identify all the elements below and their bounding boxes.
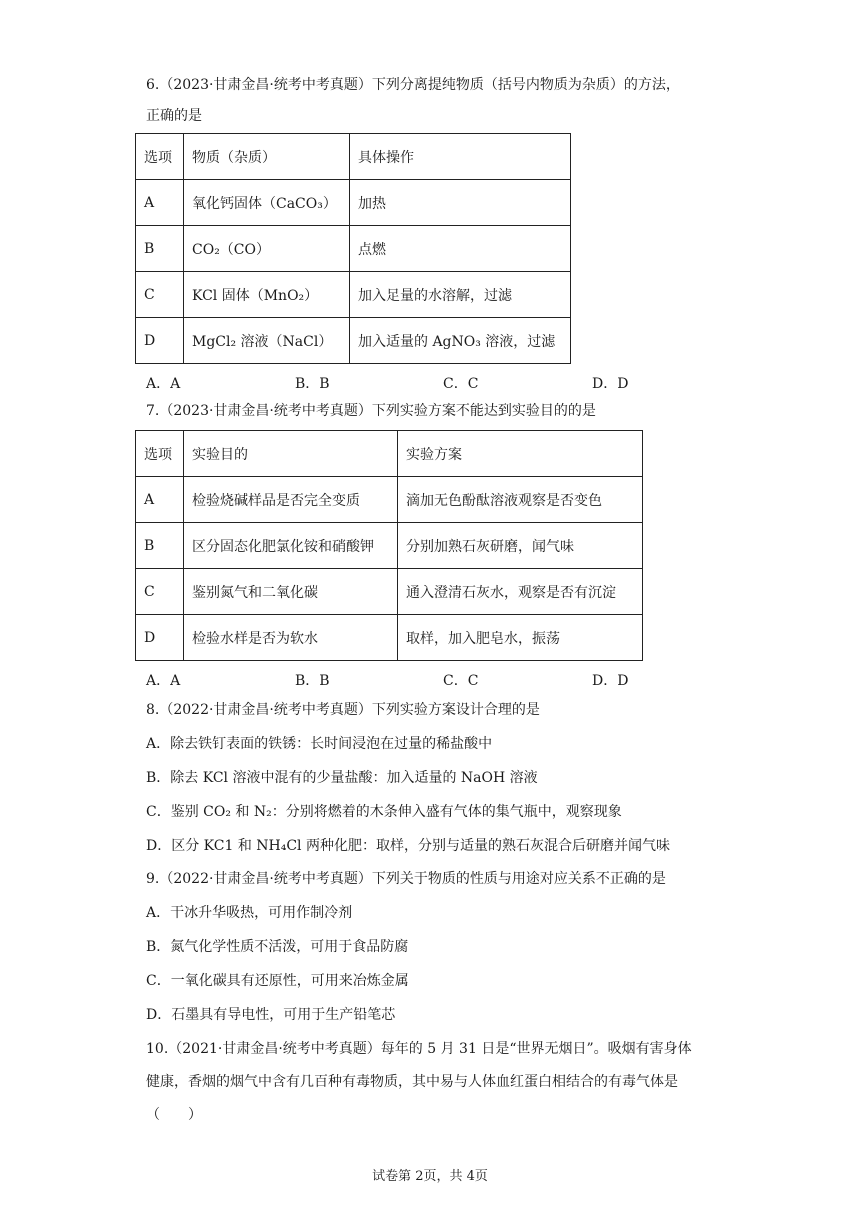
table-cell: A [136,180,184,226]
choice-c[interactable]: C．C [443,673,479,689]
table-row [136,477,643,523]
q6-stem-line1: 6.（2023·甘肃金昌·统考中考真题）下列分离提纯物质（括号内物质为杂质）的方法， [146,77,680,93]
table-cell: B [136,226,184,272]
choice-b[interactable]: B．B [295,673,330,689]
table-header: 选项 [136,134,184,180]
table-cell: C [136,272,184,318]
table-cell: 滴加无色酚酞溶液观察是否变色 [398,477,643,523]
table-row [136,523,643,569]
q10-stem-line1: 10.（2021·甘肃金昌·统考中考真题）每年的 5 月 31 日是“世界无烟日”。吸烟有害身体 [146,1041,692,1057]
q6-stem-line2: 正确的是 [146,108,202,124]
q8-stem: 8.（2022·甘肃金昌·统考中考真题）下列实验方案设计合理的是 [146,702,540,718]
table-cell: 通入澄清石灰水，观察是否有沉淀 [398,569,643,615]
q8-option-c[interactable]: C．鉴别 CO₂ 和 N₂：分别将燃着的木条伸入盛有气体的集气瓶中，观察现象 [146,804,622,820]
table-header: 物质（杂质） [184,134,350,180]
q6-table [135,133,571,364]
table-cell: 分别加熟石灰研磨，闻气味 [398,523,643,569]
table-cell: 检验水样是否为软水 [184,615,398,661]
table-row [136,615,643,661]
table-cell: MgCl₂ 溶液（NaCl） [184,318,350,364]
q7-choices [146,670,646,689]
choice-a[interactable]: A．A [146,376,181,392]
q9-option-c[interactable]: C．一氧化碳具有还原性，可用来冶炼金属 [146,973,409,989]
page-footer: 试卷第 2页，共 4页 [372,1169,488,1184]
q8-option-a[interactable]: A．除去铁钉表面的铁锈：长时间浸泡在过量的稀盐酸中 [146,736,493,752]
table-cell: D [136,318,184,364]
q7-stem: 7.（2023·甘肃金昌·统考中考真题）下列实验方案不能达到实验目的的是 [146,403,596,419]
table-cell: 点燃 [350,226,571,272]
table-row [136,272,571,318]
table-row [136,180,571,226]
q6-choices [146,373,646,392]
table-header-row [136,431,643,477]
table-header: 选项 [136,431,184,477]
table-cell: 氧化钙固体（CaCO₃） [184,180,350,226]
q9-option-b[interactable]: B．氮气化学性质不活泼，可用于食品防腐 [146,939,409,955]
q8-option-b[interactable]: B．除去 KCl 溶液中混有的少量盐酸：加入适量的 NaOH 溶液 [146,770,538,786]
choice-c[interactable]: C．C [443,376,479,392]
table-cell: C [136,569,184,615]
table-header: 实验方案 [398,431,643,477]
table-cell: 加热 [350,180,571,226]
table-cell: 鉴别氮气和二氧化碳 [184,569,398,615]
q9-option-a[interactable]: A．干冰升华吸热，可用作制冷剂 [146,905,353,921]
table-cell: 加入足量的水溶解，过滤 [350,272,571,318]
table-row [136,569,643,615]
q8-option-d[interactable]: D．区分 KC1 和 NH₄Cl 两种化肥：取样，分别与适量的熟石灰混合后研磨并闻气味 [146,838,670,854]
choice-a[interactable]: A．A [146,673,181,689]
table-cell: KCl 固体（MnO₂） [184,272,350,318]
table-header: 具体操作 [350,134,571,180]
table-cell: 加入适量的 AgNO₃ 溶液，过滤 [350,318,571,364]
q9-option-d[interactable]: D．石墨具有导电性，可用于生产铅笔芯 [146,1007,396,1023]
q10-stem-line2: 健康，香烟的烟气中含有几百种有毒物质，其中易与人体血红蛋白相结合的有毒气体是 [146,1074,678,1090]
choice-d[interactable]: D．D [592,673,629,689]
table-cell: 取样，加入肥皂水，振荡 [398,615,643,661]
q7-table [135,430,643,661]
table-cell: CO₂（CO） [184,226,350,272]
table-row [136,318,571,364]
q9-stem: 9.（2022·甘肃金昌·统考中考真题）下列关于物质的性质与用途对应关系不正确的是 [146,871,666,887]
choice-d[interactable]: D．D [592,376,629,392]
table-cell: A [136,477,184,523]
table-row [136,226,571,272]
q10-answer-blank: （ ） [146,1107,202,1123]
table-header-row [136,134,571,180]
table-cell: 区分固态化肥氯化铵和硝酸钾 [184,523,398,569]
table-cell: 检验烧碱样品是否完全变质 [184,477,398,523]
table-cell: D [136,615,184,661]
table-header: 实验目的 [184,431,398,477]
table-cell: B [136,523,184,569]
choice-b[interactable]: B．B [295,376,330,392]
